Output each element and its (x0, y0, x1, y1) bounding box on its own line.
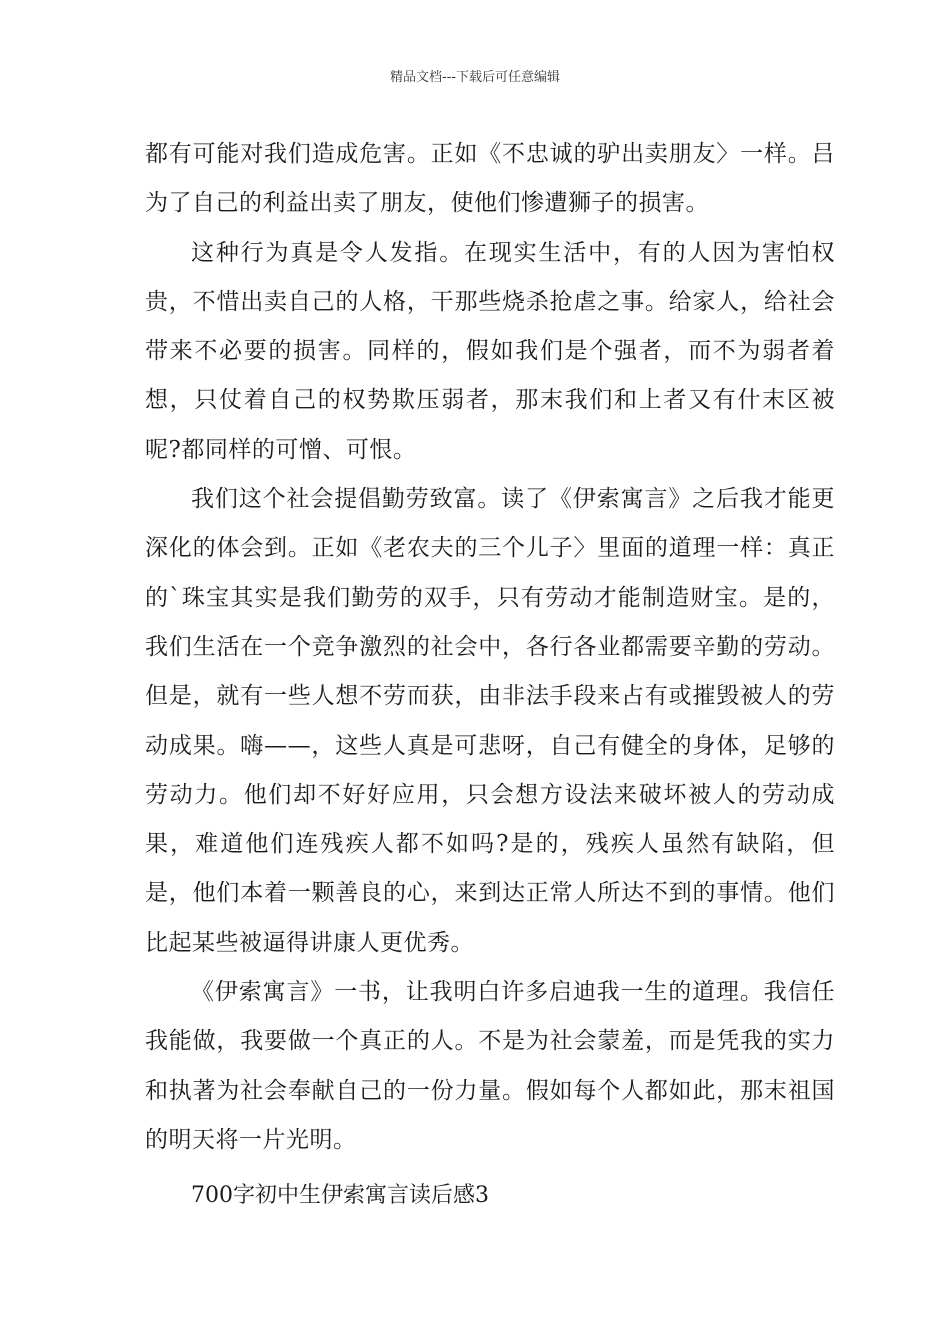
document-body (145, 130, 835, 1220)
paragraph-3: 我们这个社会提倡勤劳致富。读了《伊索寓言》之后我才能更深化的体会到。正如《老农夫的三个儿子〉里面的道理一样：真正的`珠宝其实是我们勤劳的双手，只有劳动才能制造财宝。是的，我们生活在一个竞争激烈的社会中，各行各业都需要辛勤的劳动。但是，就有一些人想不劳而获，由非法手段来占有或摧毁被人的劳动成果。嗨——，这些人真是可悲呀，自己有健全的身体，足够的劳动力。他们却不好好应用，只会想方设法来破坏被人的劳动成果，难道他们连残疾人都不如吗?是的，残疾人虽然有缺陷，但是，他们本着一颗善良的心，来到达正常人所达不到的事情。他们比起某些被逼得讲康人更优秀。 (145, 486, 835, 956)
paragraph-1: 都有可能对我们造成危害。正如《不忠诚的驴出卖朋友〉一样。吕为了自己的利益出卖了朋友，使他们惨遭狮子的损害。 (145, 141, 835, 217)
section-title: 700字初中生伊索寓言读后感3 (191, 1183, 489, 1209)
page-header: 精品文档---下载后可任意编辑 (389, 70, 561, 85)
paragraph-4: 《伊索寓言》一书，让我明白许多启迪我一生的道理。我信任我能做，我要做一个真正的人。不是为社会蒙羞，而是凭我的实力和执著为社会奉献自己的一份力量。假如每个人都如此，那末祖国的明天将一片光明。 (145, 979, 835, 1153)
paragraph-2: 这种行为真是令人发指。在现实生活中，有的人因为害怕权贵，不惜出卖自己的人格，干那些烧杀抢虐之事。给家人，给社会带来不必要的损害。同样的，假如我们是个强者，而不为弱者着想，只仗着自己的权势欺压弱者，那末我们和上者又有什末区被呢?都同样的可憎、可恨。 (145, 239, 835, 463)
